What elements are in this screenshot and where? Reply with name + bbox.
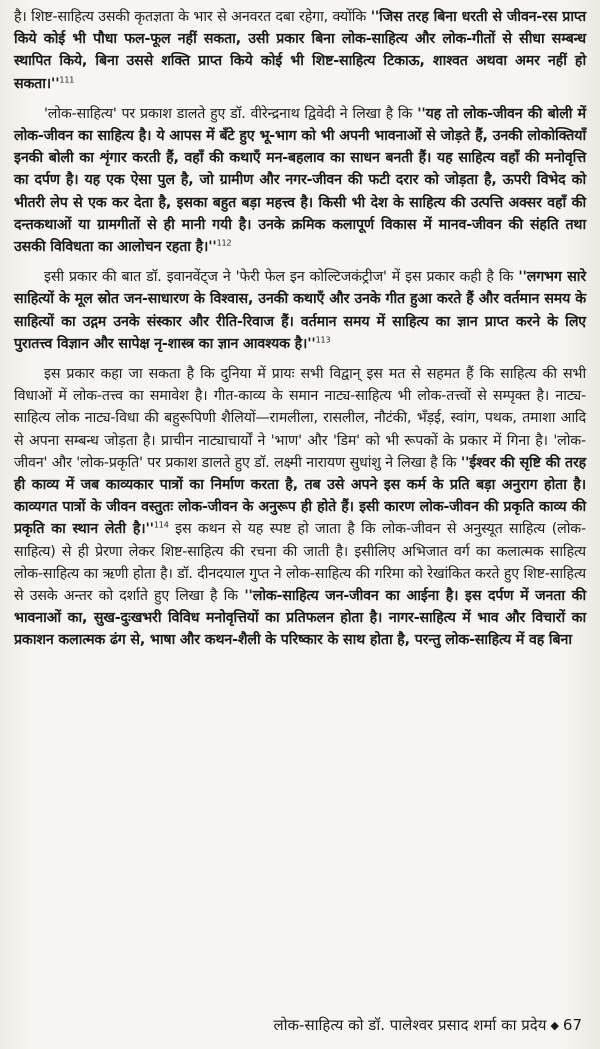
diamond-bullet-icon: ◆ <box>550 1019 559 1032</box>
paragraph-text: 'लोक-साहित्य' पर प्रकाश डालते हुए डॉ. वीरेन्द्रनाथ द्विवेदी ने लिखा है कि <box>44 105 418 122</box>
quotation: ''ईश्वर की सृष्टि की तरह ही काव्य में जब काव्यकार पात्रों का निर्माण करता है, तब उसे अपने इस कर्म के प्रति बड़ा अनुराग होता है। काव्यगत पात्रों के जीवन वस्तुतः लोक-जीवन के अनुरूप ही होते हैं। इसी कारण लोक-जीवन की प्रकृति काव्य की प्रकृति का स्थान लेती है।'' <box>14 454 586 538</box>
paragraph-4 <box>14 363 586 652</box>
paragraph-1 <box>14 6 586 95</box>
running-title: लोक-साहित्य को डॉ. पालेश्वर प्रसाद शर्मा का प्रदेय <box>273 1016 547 1034</box>
paragraph-text: इस प्रकार कहा जा सकता है कि दुनिया में प्रायः सभी विद्वान् इस मत से सहमत हैं कि साहित्य की सभी विधाओं में लोक-तत्त्व का समावेश है। गीत-काव्य के समान नाट्य-साहित्य भी लोक-तत्त्वों से सम्पृक्त है। नाट्य-साहित्य लोक नाट्य-विधा की बहुरूपिणी शैलियों—रामलीला, रासलील, नौटंकी, भँड़ई, स्वांग, पथक, तमाशा आदि से अपना सम्बन्ध जोड़ता है। प्राचीन नाट्याचार्यों ने 'भाण' और 'डिम' को भी रूपकों के प्रकार में गिना है। 'लोक-जीवन' और 'लोक-प्रकृति' पर प्रकाश डालते हुए डॉ. लक्ष्मी नारायण सुधांशु ने लिखा है कि <box>14 366 586 471</box>
footnote-ref: 112 <box>216 238 232 248</box>
paragraph-text-continued: इस कथन से यह स्पष्ट हो जाता है कि लोक-जीवन से अनुस्यूत साहित्य (लोक-साहित्य) से ही प्रेरणा लेकर शिष्ट-साहित्य की रचना की जाती है। इसीलिए अभिजात वर्ग का कलात्मक साहित्य लोक-साहित्य का ऋणी होता है। डॉ. दीनदयाल गुप्त ने लोक-साहित्य की गरिमा को रेखांकित करते हुए शिष्ट-साहित्य से उसके अन्तर को दर्शाते हुए लिखा है कि <box>14 521 586 605</box>
quotation: ''लगभग सारे साहित्यों के मूल स्रोत जन-साधारण के विश्वास, उनकी कथाएँ और उनके गीत हुआ करते हैं और वर्तमान समय के साहित्यों का उद्गम उनके संस्कार और रीति-रिवाज हैं। वर्तमान समय में साहित्य का ज्ञान प्राप्त करने के लिए पुरातत्त्व विज्ञान और सापेक्ष नृ-शास्त्र का ज्ञान आवश्यक है।'' <box>14 269 586 352</box>
footnote-ref: 113 <box>315 335 331 345</box>
quotation-continued: ''लोक-साहित्य जन-जीवन का आईना है। इस दर्पण में जनता की भावनाओं का, सुख-दुःखभरी विविध मनोवृत्तियों का प्रतिफलन होता है। नागर-साहित्य में भाव और विचारों का प्रकाशन कलात्मक ढंग से, भाषा और कथन-शैली के परिष्कार के साथ होता है, परन्तु लोक-साहित्य में वह बिना <box>14 588 586 649</box>
quotation: ''जिस तरह बिना धरती से जीवन-रस प्राप्त किये कोई भी पौधा फल-फूल नहीं सकता, उसी प्रकार बिना लोक-साहित्य और लोक-गीतों से सीधा सम्बन्ध स्थापित किये, बिना उससे शक्ति प्राप्त किये कोई भी शिष्ट-साहित्य टिकाऊ, शाश्वत अथवा अमर नहीं हो सकता।'' <box>14 9 586 92</box>
paragraph-3 <box>14 266 586 355</box>
page-body <box>14 6 586 660</box>
paragraph-text: इसी प्रकार की बात डॉ. इवानवेंट्ज ने 'फेरी फेल इन कोल्टिजकंट्रीज' में इस प्रकार कही है कि <box>44 269 519 286</box>
footnote-ref: 111 <box>59 74 75 84</box>
page-number: 67 <box>562 1016 582 1034</box>
paragraph-2 <box>14 103 586 258</box>
page-footer <box>0 1014 582 1037</box>
footnote-ref: 114 <box>153 520 169 530</box>
paragraph-text: है। शिष्ट-साहित्य उसकी कृतज्ञता के भार से अनवरत दबा रहेगा, क्योंकि <box>14 9 371 25</box>
quotation: ''यह तो लोक-जीवन की बोली में लोक-जीवन का साहित्य है। ये आपस में बँटे हुए भू-भाग को भी अपनी भावनाओं से जोड़ते हैं, उनकी लोकोक्तियाँ इनकी बोली का शृंगार करती हैं, वहाँ की कथाएँ मन-बहलाव का साधन बनती हैं। यह साहित्य वहाँ की मनोवृत्ति का दर्पण है। यह एक ऐसा पुल है, जो ग्रामीण और नगर-जीवन की फटी दरार को जोड़ता है, ऊपरी विभेद को भीतरी लेप से एक कर देता है, इसका बहुत बड़ा महत्त्व है। किसी भी देश के साहित्य की उत्पत्ति अक्सर वहाँ की दन्तकथाओं या ग्रामगीतों से ही मानी गयी है। उनके क्रमिक कलापूर्ण विकास में मानव-जीवन की संहति तथा उसकी विविधता का आलोचन रहता है।'' <box>14 105 587 256</box>
